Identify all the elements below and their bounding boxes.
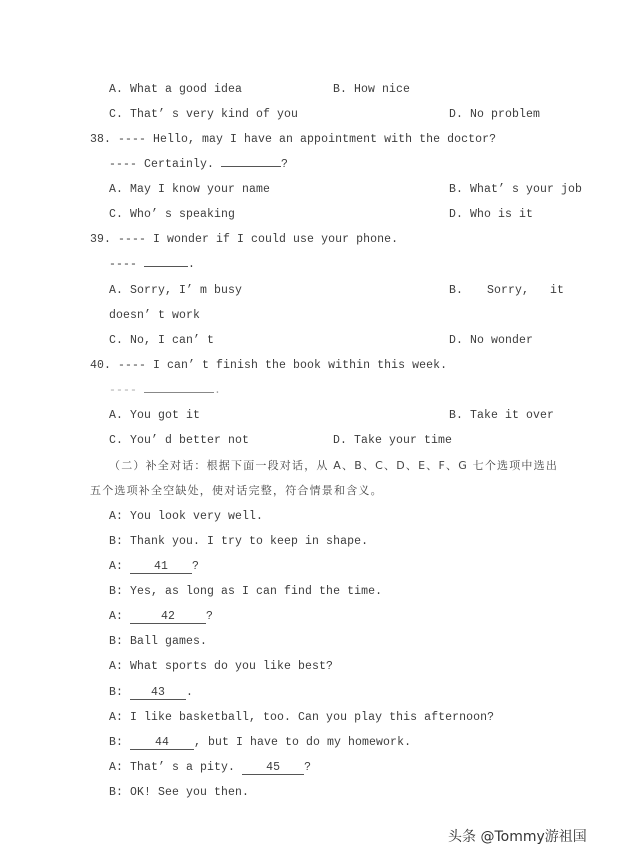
q38-prompt: [90, 133, 496, 147]
question-text: ---- Hello, may I have an appointment with the doctor?: [118, 133, 497, 146]
q40-option-c: C. You’ d better not: [109, 434, 250, 447]
dialogue-text: ?: [206, 610, 214, 623]
dialogue-line: [109, 711, 494, 725]
speaker-label: A:: [109, 610, 124, 623]
answer-blank-43: 43: [130, 686, 186, 700]
q38-response: [109, 158, 288, 172]
speaker-label: A:: [109, 660, 124, 673]
section2-instruction-line2: 五个选项补全空缺处，使对话完整，符合情景和含义。: [90, 484, 383, 497]
response-prefix: ---- Certainly.: [109, 158, 215, 171]
speaker-label: B:: [109, 686, 124, 699]
q38-option-b: B. What’ s your job: [449, 183, 583, 196]
q39-option-b-part2: it: [550, 284, 565, 297]
q39-option-a: A. Sorry, I’ m busy: [109, 284, 243, 297]
q37-option-c: C. That’ s very kind of you: [109, 108, 299, 121]
answer-blank-42: 42: [130, 610, 206, 624]
q40-prompt: [90, 359, 447, 373]
answer-blank: [144, 266, 188, 267]
dialogue-text: .: [186, 686, 194, 699]
section2-instruction-line1: （二）补全对话：根据下面一段对话，从 A、B、C、D、E、F、G 七个选项中选出: [109, 459, 559, 472]
question-number: 40.: [90, 359, 112, 372]
speaker-label: A:: [109, 761, 124, 774]
q40-option-b: B. Take it over: [449, 409, 555, 422]
q39-option-d: D. No wonder: [449, 334, 534, 347]
dialogue-text: What sports do you like best?: [130, 660, 334, 673]
q38-option-c: C. Who’ s speaking: [109, 208, 236, 221]
dialogue-text: ?: [304, 761, 312, 774]
dialogue-line: [109, 736, 411, 750]
speaker-label: B:: [109, 585, 124, 598]
answer-blank: [221, 166, 281, 167]
response-suffix: ?: [281, 158, 289, 171]
speaker-label: A:: [109, 560, 124, 573]
dialogue-line: [109, 585, 382, 599]
speaker-label: B:: [109, 736, 124, 749]
dialogue-text: ?: [192, 560, 200, 573]
q37-option-d: D. No problem: [449, 108, 541, 121]
answer-blank-44: 44: [130, 736, 194, 750]
question-text: ---- I can’ t finish the book within this week.: [118, 359, 448, 372]
q39-option-b-part1: Sorry,: [487, 284, 530, 297]
dialogue-line: [109, 560, 199, 574]
dialogue-line: [109, 535, 368, 549]
q38-option-a: A. May I know your name: [109, 183, 271, 196]
question-text: ---- I wonder if I could use your phone.: [118, 233, 399, 246]
q37-option-b: B. How nice: [333, 83, 411, 96]
dialogue-line: [109, 660, 333, 674]
dialogue-text: Thank you. I try to keep in shape.: [130, 535, 369, 548]
q40-option-a: A. You got it: [109, 409, 201, 422]
dialogue-line: [109, 786, 249, 800]
speaker-label: B:: [109, 535, 124, 548]
q40-option-d: D. Take your time: [333, 434, 453, 447]
dialogue-text: Yes, as long as I can find the time.: [130, 585, 383, 598]
dialogue-line: [109, 510, 263, 524]
q39-prompt: [90, 233, 398, 247]
response-suffix: .: [214, 384, 222, 397]
q38-option-d: D. Who is it: [449, 208, 534, 221]
q39-response: [109, 258, 195, 272]
dialogue-text: OK! See you then.: [130, 786, 250, 799]
response-prefix: ----: [109, 384, 138, 397]
speaker-label: A:: [109, 711, 124, 724]
q37-option-a: A. What a good idea: [109, 83, 243, 96]
speaker-label: A:: [109, 510, 124, 523]
dialogue-text: That’ s a pity.: [130, 761, 236, 774]
answer-blank-45: 45: [242, 761, 304, 775]
dialogue-line: [109, 686, 193, 700]
dialogue-text: You look very well.: [130, 510, 264, 523]
dialogue-line: [109, 635, 207, 649]
response-prefix: ----: [109, 258, 138, 271]
q39-option-b-continued: doesn’ t work: [109, 309, 201, 322]
answer-blank-41: 41: [130, 560, 192, 574]
question-number: 38.: [90, 133, 112, 146]
speaker-label: B:: [109, 786, 124, 799]
speaker-label: B:: [109, 635, 124, 648]
watermark: 头条 @Tommy游祖国: [448, 829, 587, 845]
answer-blank: [144, 392, 214, 393]
response-suffix: .: [188, 258, 196, 271]
q39-option-b-label: B.: [449, 284, 464, 297]
q40-response: [109, 384, 221, 398]
dialogue-line: [109, 761, 311, 775]
dialogue-text: I like basketball, too. Can you play this afternoon?: [130, 711, 495, 724]
dialogue-line: [109, 610, 213, 624]
q39-option-c: C. No, I can’ t: [109, 334, 215, 347]
question-number: 39.: [90, 233, 112, 246]
dialogue-text: , but I have to do my homework.: [194, 736, 412, 749]
dialogue-text: Ball games.: [130, 635, 208, 648]
